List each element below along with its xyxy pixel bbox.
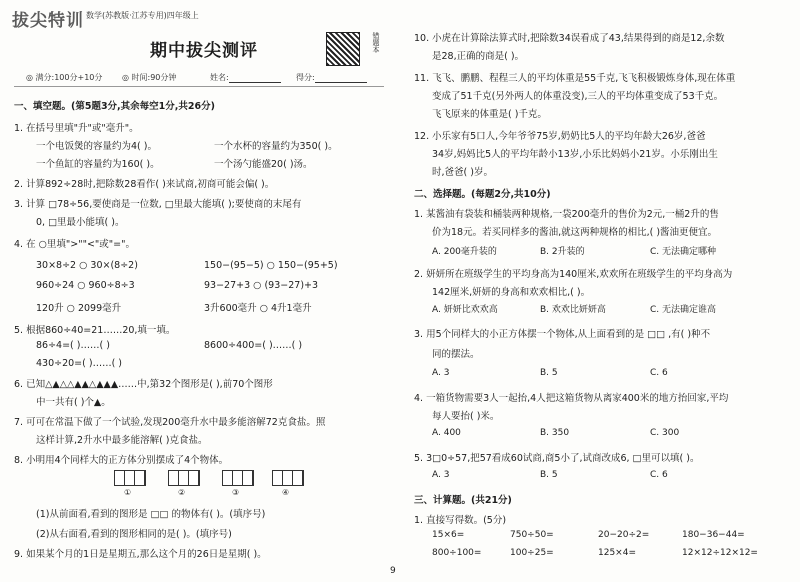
- book-subtitle: 数学(苏教版·江苏专用)四年级上: [86, 11, 199, 20]
- cube-figure-2: [168, 470, 200, 486]
- calc-instruction: 1. 直接写得数。(5分): [414, 515, 507, 526]
- question-1b: 一个水杯的容量约为350( )。: [214, 141, 338, 152]
- cube-label-2: ②: [178, 488, 186, 497]
- question-2: 2. 计算892÷28时,把除数28看作( )来试商,初商可能会偏( )。: [14, 179, 275, 190]
- question-12: 12. 小乐家有5口人,今年爷爷75岁,奶奶比5人的平均年龄大26岁,爸爸: [414, 131, 706, 142]
- qr-caption: 错题本: [372, 32, 380, 53]
- question-10: 10. 小虎在计算除法算式时,把除数34误看成了43,结果得到的商是12,余数: [414, 33, 725, 44]
- calc-7: 125×4=: [598, 548, 636, 558]
- choice-5-option-b[interactable]: B. 5: [540, 470, 558, 480]
- choice-3-option-a[interactable]: A. 3: [432, 368, 450, 378]
- choice-1-option-a[interactable]: A. 200毫升装的: [432, 247, 497, 257]
- choice-2: 2. 妍妍所在班级学生的平均身高为140厘米,欢欢所在班级学生的平均身高为: [414, 269, 733, 280]
- question-1d: 一个汤勺能盛20( )汤。: [214, 159, 313, 170]
- question-4: 4. 在 ○里填">""<"或"="。: [14, 239, 135, 250]
- choice-1: 1. 某酱油有袋装和桶装两种规格,一袋200毫升的售价为2元,一桶2升的售: [414, 209, 719, 220]
- qr-code-icon[interactable]: [326, 32, 360, 66]
- calc-6: 100÷25=: [510, 548, 554, 558]
- full-score: ◎ 满分:100分+10分: [26, 73, 103, 82]
- choice-3b: 同的摆法。: [432, 349, 480, 360]
- choice-1-option-c[interactable]: C. 无法确定哪种: [650, 247, 717, 257]
- brand-logo: 拔尖特训: [12, 11, 84, 31]
- calc-8: 12×12÷12×12=: [682, 548, 758, 558]
- choice-4-option-c[interactable]: C. 300: [650, 428, 680, 438]
- cube-label-1: ①: [124, 488, 132, 497]
- page-title: 期中拔尖测评: [150, 41, 258, 61]
- score-label: 得分:: [296, 73, 315, 82]
- page-number: 9: [390, 566, 396, 576]
- choice-5-option-a[interactable]: A. 3: [432, 470, 450, 480]
- choice-5: 5. 3□0÷57,把57看成60试商,商5小了,试商改成6, □里可以填( )。: [414, 453, 700, 464]
- question-8: 8. 小明用4个同样大的正方体分别摆成了4个物体。: [14, 455, 229, 466]
- compare-5: 120升 ○ 2099毫升: [36, 303, 122, 314]
- question-9: 9. 如果某个月的1日是星期五,那么这个月的26日是星期( )。: [14, 549, 267, 560]
- question-11: 11. 飞飞、鹏鹏、程程三人的平均体重是55千克,飞飞积极锻炼身体,现在体重: [414, 73, 736, 84]
- question-12c: 时,爸爸( )岁。: [432, 167, 493, 178]
- choice-3-option-b[interactable]: B. 5: [540, 368, 558, 378]
- question-8b: (2)从右面看,看到的图形相同的是( )。(填序号): [36, 529, 232, 540]
- compare-6: 3升600毫升 ○ 4升1毫升: [204, 303, 312, 314]
- calc-5: 800÷100=: [432, 548, 482, 558]
- section-calc-title: 三、计算题。(共21分): [414, 495, 512, 506]
- cube-figure-4: [272, 470, 304, 486]
- question-6b: 中一共有( )个▲。: [36, 397, 111, 408]
- name-field[interactable]: [210, 72, 281, 83]
- question-3: 3. 计算 □78÷56,要使商是一位数, □里最大能填( );要使商的末尾有: [14, 199, 302, 210]
- choice-4: 4. 一箱货物需要3人一起抬,4人把这箱货物从离家400米的地方抬回家,平均: [414, 393, 729, 404]
- cube-figure-3: [222, 470, 254, 486]
- cube-label-4: ④: [282, 488, 290, 497]
- question-6: 6. 已知△▲△△▲▲△▲▲▲……中,第32个图形是( ),前70个图形: [14, 379, 273, 390]
- question-7b: 这样计算,2升水中最多能溶解( )克食盐。: [36, 435, 208, 446]
- question-12b: 34岁,妈妈比5人的平均年龄小13岁,小乐比妈妈小21岁。小乐刚出生: [432, 149, 718, 160]
- question-11b: 变成了51千克(另外两人的体重没变),三人的平均体重变成了53千克。: [432, 91, 724, 102]
- choice-3-option-c[interactable]: C. 6: [650, 368, 668, 378]
- choice-3: 3. 用5个同样大的小正方体摆一个物体,从上面看到的是 □□ ,有( )种不: [414, 329, 711, 340]
- choice-1b: 价为18元。若买同样多的酱油,就这两种规格的相比,( )酱油更便宜。: [432, 227, 718, 238]
- calc-2: 750÷50=: [510, 530, 554, 540]
- calc-1: 15×6=: [432, 530, 465, 540]
- calc-4: 180−36−44=: [682, 530, 745, 540]
- question-5: 5. 根据860÷40=21……20,填一填。: [14, 325, 176, 336]
- question-5a: 86÷4=( )……( ): [36, 340, 110, 351]
- cube-label-3: ③: [232, 488, 240, 497]
- section-fill-in-title: 一、填空题。(第5题3分,其余每空1分,共26分): [14, 101, 215, 112]
- question-1c: 一个鱼缸的容量约为160( )。: [36, 159, 160, 170]
- header-divider: [14, 86, 384, 87]
- choice-2b: 142厘米,妍妍的身高和欢欢相比,( )。: [432, 287, 591, 298]
- compare-3: 960÷24 ○ 960÷8÷3: [36, 280, 135, 291]
- choice-5-option-c[interactable]: C. 6: [650, 470, 668, 480]
- question-8a: (1)从前面看,看到的图形是 □□ 的物体有( )。(填序号): [36, 509, 266, 520]
- compare-1: 30×8÷2 ○ 30×(8÷2): [36, 260, 138, 271]
- section-choice-title: 二、选择题。(每题2分,共10分): [414, 189, 551, 200]
- choice-1-option-b[interactable]: B. 2升装的: [540, 247, 585, 257]
- choice-2-option-a[interactable]: A. 妍妍比欢欢高: [432, 305, 498, 315]
- question-10b: 是28,正确的商是( )。: [432, 51, 525, 62]
- choice-4-option-a[interactable]: A. 400: [432, 428, 461, 438]
- choice-4b: 每人要抬( )米。: [432, 411, 500, 422]
- question-7: 7. 可可在常温下做了一个试验,发现200毫升水中最多能溶解72克食盐。照: [14, 417, 326, 428]
- question-1: 1. 在括号里填"升"或"毫升"。: [14, 123, 139, 134]
- choice-2-option-b[interactable]: B. 欢欢比妍妍高: [540, 305, 606, 315]
- question-5b: 8600÷400=( )……( ): [204, 340, 303, 351]
- cube-figure-1: [114, 470, 146, 486]
- time-limit: ◎ 时间:90分钟: [122, 73, 177, 82]
- score-field[interactable]: [296, 72, 367, 83]
- calc-3: 20−20÷2=: [598, 530, 650, 540]
- question-11c: 飞飞原来的体重是( )千克。: [432, 109, 547, 120]
- compare-2: 150−(95−5) ○ 150−(95+5): [204, 260, 338, 271]
- question-1a: 一个电饭煲的容量约为4( )。: [36, 141, 157, 152]
- choice-4-option-b[interactable]: B. 350: [540, 428, 570, 438]
- choice-2-option-c[interactable]: C. 无法确定谁高: [650, 305, 717, 315]
- question-3b: 0, □里最小能填( )。: [36, 217, 125, 228]
- question-5c: 430÷20=( )……( ): [36, 358, 123, 369]
- name-label: 姓名:: [210, 73, 229, 82]
- compare-4: 93−27+3 ○ (93−27)+3: [204, 280, 319, 291]
